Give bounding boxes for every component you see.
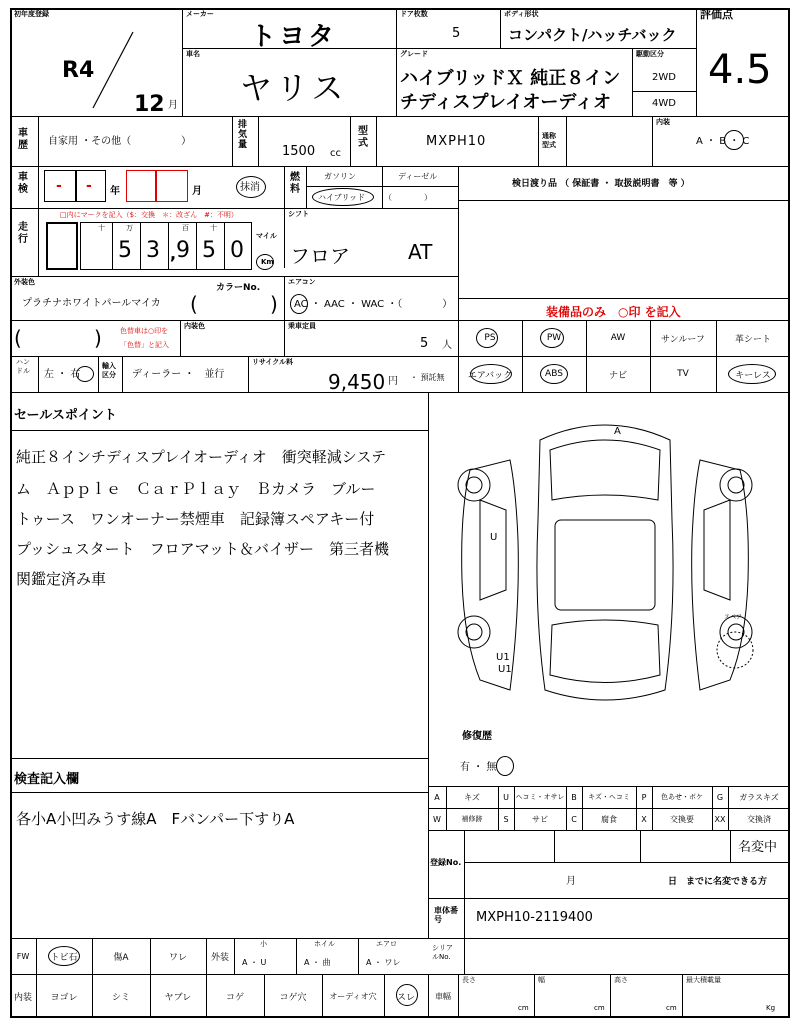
score-label: 評価点	[700, 8, 733, 21]
cc-unit: cc	[330, 148, 341, 159]
equip-leather: 革シート	[734, 334, 771, 345]
sales-label: セールスポイント	[14, 408, 117, 423]
grade-line2: チディスプレイオーディオ	[400, 92, 611, 113]
mileage-digits-box	[80, 222, 252, 270]
equipment-header: 装備品のみ ○印 を記入	[546, 305, 681, 319]
length-unit: cm	[518, 1004, 529, 1012]
shift-label: シフト	[288, 210, 309, 218]
legend-code: A	[434, 792, 440, 802]
maker: トヨタ	[250, 22, 338, 52]
legend-desc: ガラスキズ	[739, 792, 779, 802]
legend-desc: 交換要	[670, 814, 694, 824]
wheel-label: ホイル	[314, 940, 335, 948]
aircon-label: エアコン	[288, 278, 316, 286]
common-model-label: 通称型式	[542, 132, 556, 149]
equip-aw: AW	[610, 333, 626, 343]
equip-sunroof: サンルーフ	[661, 334, 705, 345]
use-type: 自家用 ・その他（ ）	[48, 136, 192, 147]
doors: 5	[452, 26, 461, 41]
legend-code: C	[571, 814, 577, 824]
recycle-fee: 9,450	[328, 370, 386, 394]
import-value: ディーラー ・ 並行	[132, 369, 225, 380]
doors-label: ドア枚数	[400, 10, 428, 18]
legend-desc: 腐食	[601, 814, 617, 824]
grade-line1: ハイブリッドＸ 純正８イン	[400, 68, 621, 89]
legend-code: S	[503, 814, 509, 824]
reg-month: 月	[566, 876, 576, 887]
equip-abs: ABS	[545, 369, 563, 379]
insp-box-3	[126, 170, 156, 202]
sales-line: ム Ａｐｐｌｅ ＣａｒＰｌａｙ Ｂカメラ ブルー	[16, 480, 376, 498]
spare-label: スペア	[724, 614, 743, 621]
legend-desc: サビ	[532, 814, 548, 824]
history-label: 車歴	[18, 128, 28, 151]
recycle-unit: 円	[388, 376, 398, 387]
size-label: 車幅	[435, 991, 451, 1001]
score: 4.5	[708, 47, 772, 93]
damage-mark-u1: U1	[498, 664, 512, 675]
recycle-label: リサイクル料	[252, 358, 294, 366]
interior-label: 内装	[656, 118, 670, 126]
date-slash	[88, 30, 138, 110]
max-load-unit: Kg	[766, 1004, 776, 1012]
small-value: A ・ U	[242, 958, 267, 967]
fw-item: ワレ	[168, 952, 187, 963]
month-unit: 月	[168, 100, 178, 111]
width-label: 幅	[538, 976, 545, 984]
mileage-mark-box	[46, 222, 78, 270]
fuel-gasoline: ガソリン	[324, 172, 356, 181]
legend-code: W	[433, 814, 441, 824]
color-change-note1: 色替車は○印を	[120, 327, 169, 335]
legend-desc: 色あせ・ボケ	[661, 793, 703, 801]
fuel-other: （ ）	[384, 193, 432, 202]
fuel-label: 燃料	[290, 172, 300, 195]
era-year: R4	[62, 58, 95, 83]
int-item: スレ	[396, 992, 415, 1003]
first-reg-label: 初年度登録	[14, 10, 49, 18]
damage-mark-u1: U1	[496, 652, 510, 663]
int-item: コゲ穴	[279, 992, 307, 1003]
sales-line: 純正８インチディスプレイオーディオ 衝突軽減システ	[16, 448, 387, 466]
expired: 抹消	[240, 182, 260, 193]
fw-item: トビ石	[50, 952, 78, 963]
handle-label: ハンドル	[16, 358, 30, 375]
aero-value: A ・ ワレ	[366, 958, 401, 967]
insp-month-unit: 月	[192, 186, 202, 197]
equip-tv: TV	[677, 369, 689, 379]
mileage-note: □内にマークを記入（$：交換 ＊：改ざん #：不明）	[60, 211, 238, 219]
legend-desc: ヘコミ・オサレ	[515, 793, 565, 801]
equip-pw: PW	[546, 333, 562, 343]
shift-type: AT	[408, 240, 433, 264]
legend-code: X	[641, 814, 647, 824]
displacement-label: 排気量	[238, 120, 248, 150]
legend-desc: キズ・ヘコミ	[588, 793, 630, 801]
fuel-diesel: ディーゼル	[398, 172, 438, 181]
insp-year-unit: 年	[110, 186, 120, 197]
ext-label: 外装	[210, 952, 229, 963]
import-label: 輸入区分	[102, 362, 116, 379]
legend-desc: 交換済	[747, 814, 771, 824]
repair-value: 有 ・ 無	[460, 762, 497, 773]
grade-label: グレード	[400, 50, 428, 58]
fw-item: 傷A	[113, 952, 129, 963]
legend-desc: キズ	[464, 792, 480, 802]
capacity-unit: 人	[442, 340, 452, 351]
deposit: ・ 預託無	[410, 373, 445, 382]
int-label: 内装	[13, 992, 32, 1003]
legend-code: B	[571, 792, 577, 802]
body-label: ボディ形状	[504, 10, 539, 18]
mileage-digit: 9	[176, 238, 190, 263]
car-name: ヤリス	[240, 69, 348, 107]
drive-4wd: 4WD	[652, 98, 676, 109]
repair-label: 修復歴	[462, 731, 492, 742]
max-load-label: 最大積載量	[686, 976, 721, 984]
equip-keyless: キーレス	[735, 370, 771, 381]
body-type: コンパクト/ハッチバック	[508, 26, 677, 44]
vin-label: 車体番号	[434, 906, 458, 924]
car-diagram	[440, 410, 770, 720]
height-unit: cm	[666, 1004, 677, 1012]
small-label: 小	[260, 940, 267, 948]
ext-color-label: 外装色	[14, 278, 35, 286]
legend-code: P	[641, 792, 647, 802]
capacity-label: 乗車定員	[288, 322, 316, 330]
equip-ps: PS	[484, 333, 496, 343]
name-change: 名変中	[738, 840, 778, 855]
insp-box-4	[156, 170, 188, 202]
sales-line: 関鑑定済み車	[16, 570, 107, 588]
wheel-value: A ・ 曲	[304, 958, 331, 967]
car-name-label: 車名	[186, 50, 200, 58]
aircon: AC ・ AAC ・ WAC ・（ ）	[294, 299, 453, 310]
km-label: Km	[261, 258, 274, 266]
aero-label: エアロ	[376, 940, 397, 948]
equip-navi: ナビ	[608, 370, 627, 381]
legend-code: U	[503, 792, 509, 802]
model: MXPH10	[426, 134, 487, 149]
int-color-label: 内装色	[184, 322, 205, 330]
mileage-digit: 3	[146, 238, 160, 263]
sales-line: プッシュスタート フロアマット＆バイザー 第三者機	[16, 540, 390, 558]
legend-code: XX	[714, 814, 726, 824]
shift-position: フロア	[290, 244, 350, 268]
serial-label: シリアルNo.	[432, 944, 453, 961]
sales-line: トゥース ワンオーナー禁煙車 記録簿スペアキー付	[16, 510, 375, 528]
mileage-digit: 5	[118, 238, 132, 263]
mile-label: マイル	[256, 232, 277, 240]
int-item: シミ	[111, 992, 130, 1003]
color-no-label: カラーNo.	[216, 283, 261, 293]
documents: 検日渡り品 （ 保証書 ・ 取扱説明書 等 ）	[512, 179, 690, 189]
reg-month: 12	[134, 92, 165, 117]
mileage-digit: 0	[230, 238, 244, 263]
equip-airbag: エアバック	[467, 370, 513, 381]
reg-day-note: 日 までに名変できる方	[668, 877, 768, 887]
handle-value: 左 ・ 右	[44, 369, 81, 380]
model-label: 型式	[358, 126, 368, 149]
color-change-note2: 「色替」と記入	[120, 341, 169, 349]
fuel-hybrid: ハイブリッド	[318, 193, 366, 202]
interior-b-circle	[724, 130, 744, 150]
int-item: オーディオ穴	[329, 991, 377, 1001]
registration-label: 登録No.	[430, 858, 462, 867]
legend-desc: 補修跡	[461, 815, 483, 823]
length-label: 長さ	[462, 976, 476, 984]
vin: MXPH10-2119400	[476, 910, 593, 925]
inspection-label: 車検	[18, 172, 28, 195]
damage-mark-a: A	[614, 426, 621, 437]
width-unit: cm	[594, 1004, 605, 1012]
capacity: 5	[420, 336, 429, 351]
inspection-notes-label: 検査記入欄	[14, 772, 80, 787]
int-item: ヨゴレ	[50, 992, 78, 1003]
height-label: 高さ	[614, 976, 628, 984]
mileage-label: 走行	[18, 222, 28, 245]
int-item: コゲ	[225, 992, 244, 1003]
mileage-digit: 5	[202, 238, 216, 263]
drive-2wd: 2WD	[652, 72, 676, 83]
ext-color: プラチナホワイトパールマイカ	[22, 298, 161, 309]
maker-label: メーカー	[186, 10, 214, 18]
legend-code: G	[716, 792, 724, 802]
damage-mark-u: U	[490, 532, 498, 543]
displacement: 1500	[282, 144, 316, 159]
drive-label: 駆動区分	[636, 50, 664, 58]
interior-grades: A ・ B ・ C	[696, 136, 750, 147]
int-item: ヤブレ	[164, 992, 192, 1003]
inspection-notes: 各小A小凹みうす線A Fバンパー下すりA	[16, 810, 295, 828]
fw-label: FW	[16, 951, 30, 961]
